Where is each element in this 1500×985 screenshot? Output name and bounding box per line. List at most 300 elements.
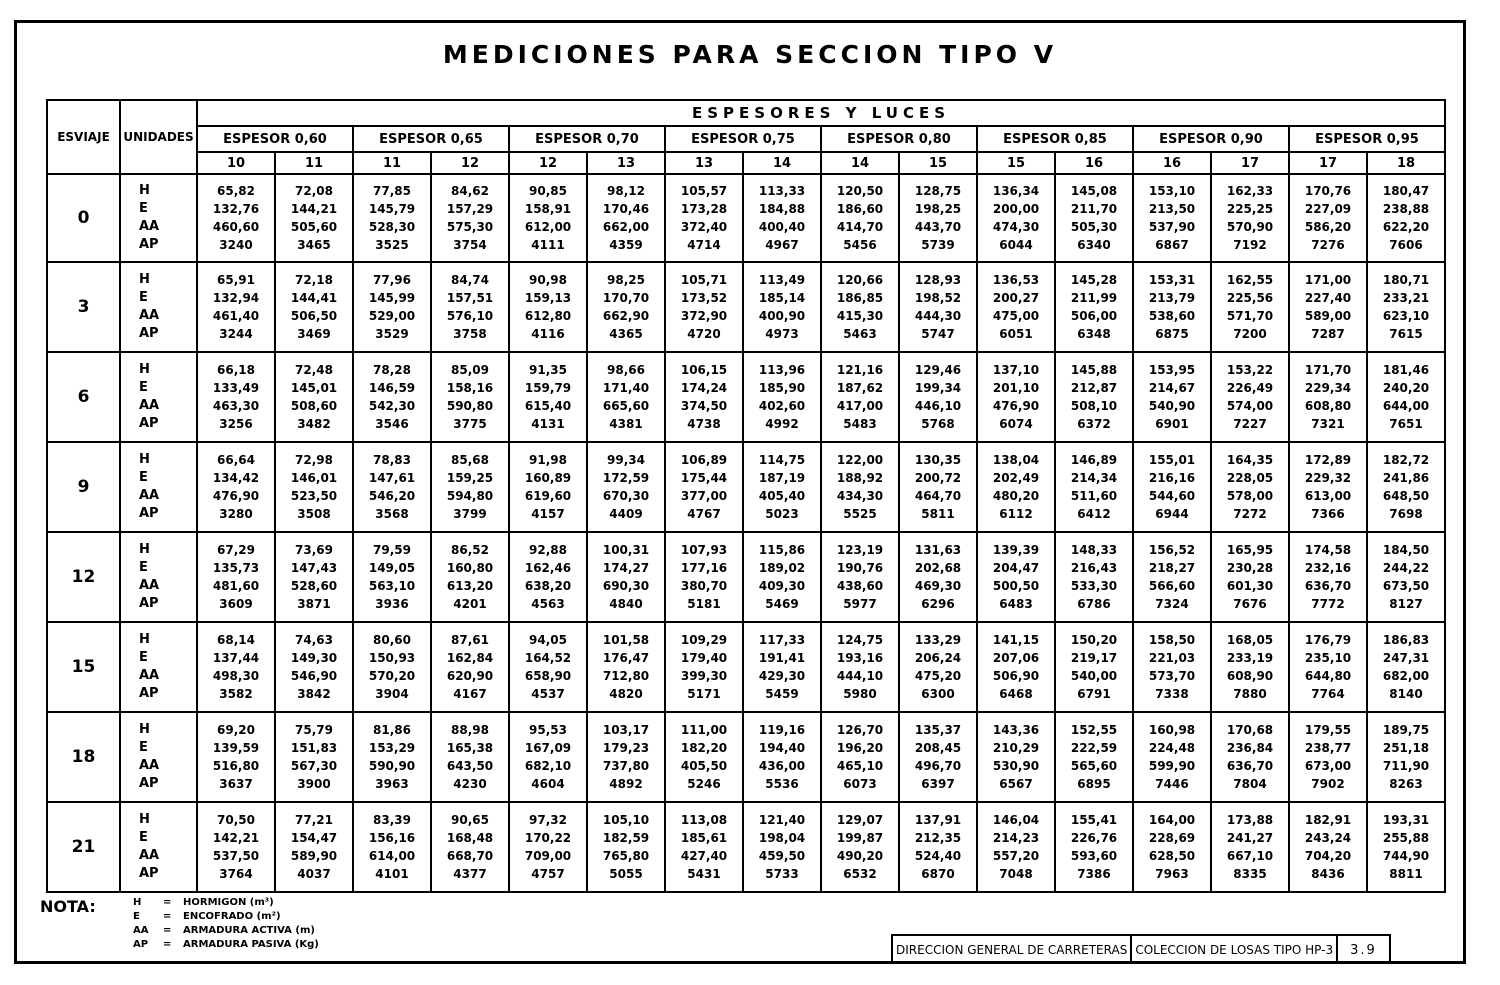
header-luz: 18 bbox=[1367, 152, 1445, 174]
cell-value: 3256 bbox=[219, 417, 253, 431]
cell-value: 586,20 bbox=[1304, 220, 1352, 234]
cell-value: 190,76 bbox=[836, 561, 884, 575]
cell-value: 129,07 bbox=[836, 813, 884, 827]
value-cell bbox=[821, 352, 899, 442]
cell-value: 461,40 bbox=[212, 309, 260, 323]
cell-value: 156,52 bbox=[1148, 543, 1196, 557]
header-espesor: ESPESOR 0,85 bbox=[977, 126, 1133, 152]
value-cell bbox=[743, 352, 821, 442]
cell-value: 409,30 bbox=[758, 579, 806, 593]
cell-value: 173,88 bbox=[1226, 813, 1274, 827]
cell-value: 3900 bbox=[297, 777, 331, 791]
cell-value: 179,23 bbox=[602, 741, 650, 755]
value-cell bbox=[587, 712, 665, 802]
cell-value: 133,49 bbox=[212, 381, 260, 395]
cell-value: 662,00 bbox=[602, 220, 650, 234]
cell-value: 3609 bbox=[219, 597, 253, 611]
cell-value: 4157 bbox=[531, 507, 565, 521]
value-cell bbox=[899, 532, 977, 622]
cell-value: 498,30 bbox=[212, 669, 260, 683]
value-cell bbox=[431, 442, 509, 532]
cell-value: 90,85 bbox=[529, 184, 567, 198]
cell-value: 121,16 bbox=[836, 363, 884, 377]
cell-value: 712,80 bbox=[602, 669, 650, 683]
header-esviaje: ESVIAJE bbox=[47, 100, 120, 174]
cell-value: 6870 bbox=[921, 867, 955, 881]
cell-value: 154,47 bbox=[290, 831, 338, 845]
cell-value: 5246 bbox=[687, 777, 721, 791]
table-row bbox=[47, 622, 1445, 712]
value-cell bbox=[743, 802, 821, 892]
cell-value: 505,60 bbox=[290, 220, 338, 234]
cell-value: 75,79 bbox=[295, 723, 333, 737]
cell-value: 91,35 bbox=[529, 363, 567, 377]
value-cell bbox=[977, 262, 1055, 352]
nota-legend bbox=[133, 896, 319, 952]
cell-value: 162,33 bbox=[1226, 184, 1274, 198]
value-cell bbox=[1055, 532, 1133, 622]
unit-label: E bbox=[139, 380, 148, 395]
cell-value: 5459 bbox=[765, 687, 799, 701]
cell-value: 200,72 bbox=[914, 471, 962, 485]
unit-label: E bbox=[139, 201, 148, 216]
cell-value: 563,10 bbox=[368, 579, 416, 593]
cell-value: 168,05 bbox=[1226, 633, 1274, 647]
cell-value: 202,68 bbox=[914, 561, 962, 575]
cell-value: 622,20 bbox=[1382, 220, 1430, 234]
cell-value: 658,90 bbox=[524, 669, 572, 683]
cell-value: 147,43 bbox=[290, 561, 338, 575]
table-row bbox=[47, 712, 1445, 802]
cell-value: 3871 bbox=[297, 597, 331, 611]
cell-value: 643,50 bbox=[446, 759, 494, 773]
cell-value: 180,71 bbox=[1382, 273, 1430, 287]
cell-value: 204,47 bbox=[992, 561, 1040, 575]
cell-value: 206,24 bbox=[914, 651, 962, 665]
cell-value: 3904 bbox=[375, 687, 409, 701]
cell-value: 128,75 bbox=[914, 184, 962, 198]
legend-item bbox=[133, 924, 319, 938]
cell-value: 574,00 bbox=[1226, 399, 1274, 413]
value-cell bbox=[1211, 174, 1289, 262]
cell-value: 3465 bbox=[297, 238, 331, 252]
cell-value: 131,63 bbox=[914, 543, 962, 557]
cell-value: 6372 bbox=[1077, 417, 1111, 431]
header-luz: 11 bbox=[275, 152, 353, 174]
measurements-table bbox=[46, 99, 1446, 893]
esviaje-value: 15 bbox=[47, 622, 120, 712]
cell-value: 72,08 bbox=[295, 184, 333, 198]
cell-value: 6073 bbox=[843, 777, 877, 791]
value-cell bbox=[353, 442, 431, 532]
cell-value: 372,40 bbox=[680, 220, 728, 234]
cell-value: 233,19 bbox=[1226, 651, 1274, 665]
value-cell bbox=[353, 352, 431, 442]
header-espesor: ESPESOR 0,80 bbox=[821, 126, 977, 152]
cell-value: 533,30 bbox=[1070, 579, 1118, 593]
cell-value: 608,90 bbox=[1226, 669, 1274, 683]
cell-value: 153,22 bbox=[1226, 363, 1274, 377]
value-cell bbox=[275, 802, 353, 892]
cell-value: 7446 bbox=[1155, 777, 1189, 791]
cell-value: 372,90 bbox=[680, 309, 728, 323]
cell-value: 226,49 bbox=[1226, 381, 1274, 395]
cell-value: 189,02 bbox=[758, 561, 806, 575]
cell-value: 241,27 bbox=[1226, 831, 1274, 845]
cell-value: 144,21 bbox=[290, 202, 338, 216]
esviaje-value: 6 bbox=[47, 352, 120, 442]
cell-value: 4037 bbox=[297, 867, 331, 881]
cell-value: 5811 bbox=[921, 507, 955, 521]
cell-value: 7880 bbox=[1233, 687, 1267, 701]
cell-value: 86,52 bbox=[451, 543, 489, 557]
cell-value: 235,10 bbox=[1304, 651, 1352, 665]
cell-value: 4365 bbox=[609, 327, 643, 341]
unit-labels bbox=[120, 352, 197, 442]
cell-value: 98,12 bbox=[607, 184, 645, 198]
value-cell bbox=[743, 622, 821, 712]
cell-value: 6901 bbox=[1155, 417, 1189, 431]
value-cell bbox=[1289, 442, 1367, 532]
cell-value: 5768 bbox=[921, 417, 955, 431]
cell-value: 3936 bbox=[375, 597, 409, 611]
cell-value: 460,60 bbox=[212, 220, 260, 234]
cell-value: 241,86 bbox=[1382, 471, 1430, 485]
value-cell bbox=[1055, 174, 1133, 262]
cell-value: 7651 bbox=[1389, 417, 1423, 431]
cell-value: 7676 bbox=[1233, 597, 1267, 611]
cell-value: 146,89 bbox=[1070, 453, 1118, 467]
table-row bbox=[47, 532, 1445, 622]
cell-value: 144,41 bbox=[290, 291, 338, 305]
cell-value: 179,55 bbox=[1304, 723, 1352, 737]
cell-value: 612,80 bbox=[524, 309, 572, 323]
cell-value: 138,04 bbox=[992, 453, 1040, 467]
value-cell bbox=[977, 442, 1055, 532]
cell-value: 70,50 bbox=[217, 813, 255, 827]
cell-value: 77,96 bbox=[373, 273, 411, 287]
cell-value: 224,48 bbox=[1148, 741, 1196, 755]
cell-value: 6867 bbox=[1155, 238, 1189, 252]
cell-value: 226,76 bbox=[1070, 831, 1118, 845]
cell-value: 590,90 bbox=[368, 759, 416, 773]
header-luz: 11 bbox=[353, 152, 431, 174]
cell-value: 105,71 bbox=[680, 273, 728, 287]
value-cell bbox=[431, 262, 509, 352]
unit-label: E bbox=[139, 650, 148, 665]
cell-value: 443,70 bbox=[914, 220, 962, 234]
cell-value: 184,50 bbox=[1382, 543, 1430, 557]
header-espesor: ESPESOR 0,75 bbox=[665, 126, 821, 152]
cell-value: 158,50 bbox=[1148, 633, 1196, 647]
value-cell bbox=[509, 442, 587, 532]
value-cell bbox=[821, 802, 899, 892]
value-cell bbox=[899, 442, 977, 532]
header-luz: 14 bbox=[743, 152, 821, 174]
cell-value: 744,90 bbox=[1382, 849, 1430, 863]
value-cell bbox=[1367, 174, 1445, 262]
cell-value: 198,25 bbox=[914, 202, 962, 216]
cell-value: 141,15 bbox=[992, 633, 1040, 647]
value-cell bbox=[1289, 712, 1367, 802]
value-cell bbox=[977, 802, 1055, 892]
cell-value: 538,60 bbox=[1148, 309, 1196, 323]
cell-value: 90,98 bbox=[529, 273, 567, 287]
cell-value: 208,45 bbox=[914, 741, 962, 755]
cell-value: 171,70 bbox=[1304, 363, 1352, 377]
cell-value: 7804 bbox=[1233, 777, 1267, 791]
cell-value: 614,00 bbox=[368, 849, 416, 863]
legend-equals: = bbox=[163, 925, 172, 936]
unit-labels bbox=[120, 442, 197, 532]
value-cell bbox=[899, 622, 977, 712]
header-espesor: ESPESOR 0,70 bbox=[509, 126, 665, 152]
table-row bbox=[47, 442, 1445, 532]
cell-value: 481,60 bbox=[212, 579, 260, 593]
cell-value: 146,01 bbox=[290, 471, 338, 485]
cell-value: 179,40 bbox=[680, 651, 728, 665]
cell-value: 170,68 bbox=[1226, 723, 1274, 737]
cell-value: 7227 bbox=[1233, 417, 1267, 431]
cell-value: 4820 bbox=[609, 687, 643, 701]
cell-value: 4111 bbox=[531, 238, 565, 252]
cell-value: 155,01 bbox=[1148, 453, 1196, 467]
cell-value: 709,00 bbox=[524, 849, 572, 863]
cell-value: 506,90 bbox=[992, 669, 1040, 683]
cell-value: 228,69 bbox=[1148, 831, 1196, 845]
cell-value: 227,09 bbox=[1304, 202, 1352, 216]
value-cell bbox=[1367, 352, 1445, 442]
cell-value: 170,22 bbox=[524, 831, 572, 845]
cell-value: 159,13 bbox=[524, 291, 572, 305]
cell-value: 182,72 bbox=[1382, 453, 1430, 467]
cell-value: 475,00 bbox=[992, 309, 1040, 323]
cell-value: 593,60 bbox=[1070, 849, 1118, 863]
unit-labels bbox=[120, 174, 197, 262]
cell-value: 3582 bbox=[219, 687, 253, 701]
cell-value: 638,20 bbox=[524, 579, 572, 593]
cell-value: 4892 bbox=[609, 777, 643, 791]
value-cell bbox=[899, 262, 977, 352]
cell-value: 4201 bbox=[453, 597, 487, 611]
cell-value: 191,41 bbox=[758, 651, 806, 665]
cell-value: 164,00 bbox=[1148, 813, 1196, 827]
value-cell bbox=[1289, 532, 1367, 622]
cell-value: 160,89 bbox=[524, 471, 572, 485]
cell-value: 84,74 bbox=[451, 273, 489, 287]
cell-value: 155,41 bbox=[1070, 813, 1118, 827]
value-cell bbox=[1211, 712, 1289, 802]
cell-value: 590,80 bbox=[446, 399, 494, 413]
header-unidades: UNIDADES bbox=[120, 100, 197, 174]
unit-label: E bbox=[139, 560, 148, 575]
cell-value: 229,32 bbox=[1304, 471, 1352, 485]
cell-value: 7338 bbox=[1155, 687, 1189, 701]
cell-value: 201,10 bbox=[992, 381, 1040, 395]
cell-value: 145,88 bbox=[1070, 363, 1118, 377]
unit-label: AA bbox=[139, 219, 160, 234]
cell-value: 6348 bbox=[1077, 327, 1111, 341]
cell-value: 175,44 bbox=[680, 471, 728, 485]
cell-value: 92,88 bbox=[529, 543, 567, 557]
cell-value: 198,04 bbox=[758, 831, 806, 845]
cell-value: 90,65 bbox=[451, 813, 489, 827]
value-cell bbox=[1055, 352, 1133, 442]
cell-value: 6412 bbox=[1077, 507, 1111, 521]
cell-value: 4167 bbox=[453, 687, 487, 701]
cell-value: 648,50 bbox=[1382, 489, 1430, 503]
value-cell bbox=[821, 532, 899, 622]
unit-label: AP bbox=[139, 866, 159, 881]
cell-value: 72,98 bbox=[295, 453, 333, 467]
cell-value: 7324 bbox=[1155, 597, 1189, 611]
cell-value: 156,16 bbox=[368, 831, 416, 845]
value-cell bbox=[275, 442, 353, 532]
value-cell bbox=[899, 802, 977, 892]
cell-value: 196,20 bbox=[836, 741, 884, 755]
legend-item bbox=[133, 938, 319, 952]
esviaje-value: 21 bbox=[47, 802, 120, 892]
cell-value: 67,29 bbox=[217, 543, 255, 557]
cell-value: 8263 bbox=[1389, 777, 1423, 791]
cell-value: 405,40 bbox=[758, 489, 806, 503]
cell-value: 188,92 bbox=[836, 471, 884, 485]
unit-label: AA bbox=[139, 308, 160, 323]
cell-value: 221,03 bbox=[1148, 651, 1196, 665]
cell-value: 109,29 bbox=[680, 633, 728, 647]
cell-value: 80,60 bbox=[373, 633, 411, 647]
cell-value: 400,40 bbox=[758, 220, 806, 234]
cell-value: 111,00 bbox=[680, 723, 728, 737]
value-cell bbox=[275, 174, 353, 262]
unit-label: H bbox=[139, 632, 150, 647]
cell-value: 65,82 bbox=[217, 184, 255, 198]
cell-value: 480,20 bbox=[992, 489, 1040, 503]
unit-label: AA bbox=[139, 848, 160, 863]
value-cell bbox=[509, 532, 587, 622]
value-cell bbox=[1289, 174, 1367, 262]
cell-value: 66,18 bbox=[217, 363, 255, 377]
value-cell bbox=[275, 712, 353, 802]
cell-value: 182,91 bbox=[1304, 813, 1352, 827]
value-cell bbox=[899, 352, 977, 442]
unit-label: E bbox=[139, 740, 148, 755]
value-cell bbox=[977, 712, 1055, 802]
cell-value: 546,90 bbox=[290, 669, 338, 683]
cell-value: 236,84 bbox=[1226, 741, 1274, 755]
cell-value: 85,68 bbox=[451, 453, 489, 467]
cell-value: 537,50 bbox=[212, 849, 260, 863]
cell-value: 120,50 bbox=[836, 184, 884, 198]
unit-labels bbox=[120, 532, 197, 622]
value-cell bbox=[431, 712, 509, 802]
cell-value: 6567 bbox=[999, 777, 1033, 791]
cell-value: 682,00 bbox=[1382, 669, 1430, 683]
value-cell bbox=[197, 532, 275, 622]
value-cell bbox=[821, 442, 899, 532]
cell-value: 88,98 bbox=[451, 723, 489, 737]
cell-value: 3525 bbox=[375, 238, 409, 252]
cell-value: 240,20 bbox=[1382, 381, 1430, 395]
cell-value: 177,16 bbox=[680, 561, 728, 575]
cell-value: 374,50 bbox=[680, 399, 728, 413]
cell-value: 98,66 bbox=[607, 363, 645, 377]
cell-value: 227,40 bbox=[1304, 291, 1352, 305]
value-cell bbox=[1133, 802, 1211, 892]
cell-value: 377,00 bbox=[680, 489, 728, 503]
value-cell bbox=[1055, 712, 1133, 802]
cell-value: 565,60 bbox=[1070, 759, 1118, 773]
cell-value: 117,33 bbox=[758, 633, 806, 647]
value-cell bbox=[665, 532, 743, 622]
cell-value: 444,10 bbox=[836, 669, 884, 683]
value-cell bbox=[821, 712, 899, 802]
cell-value: 106,89 bbox=[680, 453, 728, 467]
value-cell bbox=[275, 262, 353, 352]
cell-value: 83,39 bbox=[373, 813, 411, 827]
cell-value: 255,88 bbox=[1382, 831, 1430, 845]
cell-value: 4101 bbox=[375, 867, 409, 881]
cell-value: 170,70 bbox=[602, 291, 650, 305]
cell-value: 149,30 bbox=[290, 651, 338, 665]
cell-value: 233,21 bbox=[1382, 291, 1430, 305]
cell-value: 5463 bbox=[843, 327, 877, 341]
header-luz: 10 bbox=[197, 152, 275, 174]
value-cell bbox=[1055, 442, 1133, 532]
cell-value: 665,60 bbox=[602, 399, 650, 413]
value-cell bbox=[587, 442, 665, 532]
value-cell bbox=[587, 352, 665, 442]
value-cell bbox=[353, 262, 431, 352]
value-cell bbox=[509, 802, 587, 892]
value-cell bbox=[197, 262, 275, 352]
cell-value: 682,10 bbox=[524, 759, 572, 773]
cell-value: 225,56 bbox=[1226, 291, 1274, 305]
cell-value: 186,85 bbox=[836, 291, 884, 305]
value-cell bbox=[1367, 802, 1445, 892]
cell-value: 589,90 bbox=[290, 849, 338, 863]
cell-value: 137,10 bbox=[992, 363, 1040, 377]
header-luz: 13 bbox=[665, 152, 743, 174]
unit-label: H bbox=[139, 812, 150, 827]
cell-value: 7272 bbox=[1233, 507, 1267, 521]
cell-value: 4409 bbox=[609, 507, 643, 521]
cell-value: 228,05 bbox=[1226, 471, 1274, 485]
cell-value: 182,20 bbox=[680, 741, 728, 755]
cell-value: 147,61 bbox=[368, 471, 416, 485]
cell-value: 4757 bbox=[531, 867, 565, 881]
cell-value: 139,59 bbox=[212, 741, 260, 755]
cell-value: 7902 bbox=[1311, 777, 1345, 791]
cell-value: 113,49 bbox=[758, 273, 806, 287]
cell-value: 133,29 bbox=[914, 633, 962, 647]
cell-value: 573,70 bbox=[1148, 669, 1196, 683]
cell-value: 570,90 bbox=[1226, 220, 1274, 234]
cell-value: 7366 bbox=[1311, 507, 1345, 521]
value-cell bbox=[197, 712, 275, 802]
cell-value: 5023 bbox=[765, 507, 799, 521]
page-title: MEDICIONES PARA SECCION TIPO V bbox=[442, 40, 1058, 69]
cell-value: 3637 bbox=[219, 777, 253, 791]
value-cell bbox=[1367, 622, 1445, 712]
cell-value: 5747 bbox=[921, 327, 955, 341]
cell-value: 101,58 bbox=[602, 633, 650, 647]
cell-value: 7386 bbox=[1077, 867, 1111, 881]
cell-value: 5536 bbox=[765, 777, 799, 791]
cell-value: 6051 bbox=[999, 327, 1033, 341]
cell-value: 232,16 bbox=[1304, 561, 1352, 575]
cell-value: 673,50 bbox=[1382, 579, 1430, 593]
